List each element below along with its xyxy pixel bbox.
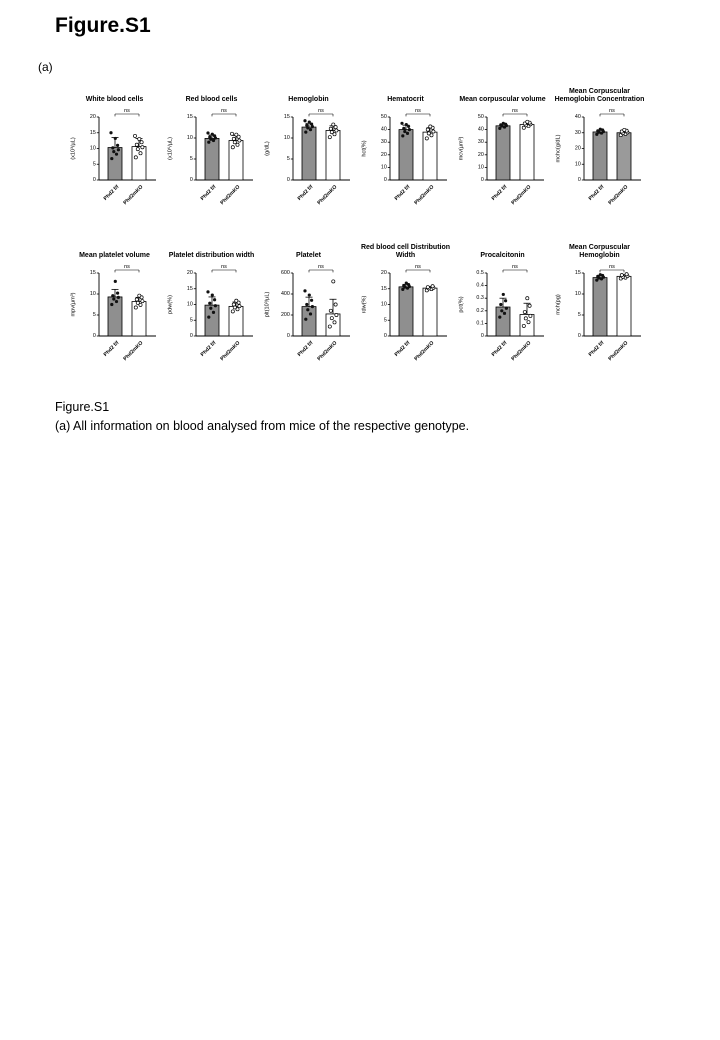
- chart-plot-hemoglobin: [260, 104, 357, 218]
- y-axis-label: plt(10³/µL): [264, 291, 271, 318]
- data-point: [427, 132, 430, 135]
- chart-plot-white-blood-cells: [66, 104, 163, 218]
- x-tick-label: Phd2mKO: [413, 340, 436, 363]
- data-point: [136, 148, 139, 151]
- data-point: [109, 131, 112, 134]
- figure-caption: [55, 398, 469, 436]
- chart-title: Mean platelet volume: [79, 251, 150, 259]
- y-tick-label: 0.4: [476, 282, 484, 289]
- y-tick-label: 0: [480, 333, 484, 339]
- y-tick-label: 40: [574, 114, 581, 120]
- x-tick-label: Phd2mKO: [219, 184, 242, 207]
- y-tick-label: 0: [92, 177, 96, 183]
- sig-label: ns: [124, 108, 130, 114]
- chart-plot-hematocrit: [357, 104, 454, 218]
- y-tick-label: 10: [477, 164, 484, 171]
- data-point: [499, 303, 502, 306]
- y-tick-label: 30: [380, 139, 387, 146]
- data-point: [333, 321, 336, 324]
- sig-label: ns: [318, 264, 324, 270]
- y-axis-label: pct(%): [458, 296, 465, 313]
- data-point: [332, 280, 335, 283]
- y-axis-label: pdw(%): [167, 295, 174, 314]
- chart-plot-red-blood-cell-distribution-width: [357, 260, 454, 374]
- data-point: [432, 130, 435, 133]
- y-axis-label: mpv(µm³): [70, 292, 77, 317]
- data-point: [303, 289, 306, 292]
- data-point: [330, 131, 333, 134]
- x-tick-label: Phd2mKO: [219, 340, 242, 363]
- bar-group1: [302, 307, 316, 336]
- y-tick-label: 10: [380, 301, 387, 308]
- sig-label: ns: [221, 108, 227, 114]
- y-tick-label: 10: [380, 164, 387, 171]
- x-tick-label: Phd2 f/f: [199, 184, 218, 202]
- data-point: [310, 299, 313, 302]
- bar-group1: [399, 287, 413, 336]
- data-point: [328, 325, 331, 328]
- charts-row-1: [66, 80, 652, 218]
- y-tick-label: 15: [186, 285, 193, 292]
- data-point: [504, 299, 507, 302]
- y-tick-label: 200: [280, 312, 290, 318]
- x-tick-label: Phd2 f/f: [587, 184, 606, 202]
- chart-hematocrit: [357, 80, 454, 218]
- chart-title: Red blood cell Distribution Width: [360, 243, 451, 259]
- data-point: [330, 317, 333, 320]
- data-point: [135, 143, 138, 146]
- y-tick-label: 0: [189, 177, 193, 183]
- y-tick-label: 20: [380, 151, 387, 158]
- data-point: [212, 311, 215, 314]
- chart-white-blood-cells: [66, 80, 163, 218]
- chart-plot-mean-corpuscular-hemoglobin: [551, 260, 648, 374]
- y-axis-label: (x10³/µL): [70, 137, 77, 160]
- data-point: [111, 294, 114, 297]
- data-point: [529, 314, 532, 317]
- data-point: [303, 119, 306, 122]
- data-point: [110, 303, 113, 306]
- data-point: [309, 312, 312, 315]
- data-point: [138, 294, 141, 297]
- chart-platelet: [260, 236, 357, 374]
- y-tick-label: 5: [286, 156, 290, 162]
- chart-title: Platelet distribution width: [168, 251, 255, 259]
- caption-line-1: Figure.S1: [55, 400, 110, 414]
- data-point: [426, 128, 429, 131]
- bar-group1: [302, 127, 316, 180]
- chart-plot-mean-corpuscular-hemoglobin-concentration: [551, 104, 648, 218]
- y-tick-label: 0.1: [476, 320, 484, 327]
- data-point: [116, 292, 119, 295]
- data-point: [328, 136, 331, 139]
- y-tick-label: 30: [574, 129, 581, 136]
- x-tick-label: Phd2mKO: [122, 340, 145, 363]
- data-point: [141, 300, 144, 303]
- data-point: [620, 274, 623, 277]
- chart-title: Hemoglobin: [288, 95, 329, 103]
- bar-group1: [108, 297, 122, 336]
- data-point: [110, 157, 113, 160]
- data-point: [334, 303, 337, 306]
- data-point: [308, 120, 311, 123]
- chart-title: Mean Corpuscular Hemoglobin Concentration: [554, 87, 645, 103]
- data-point: [522, 324, 525, 327]
- data-point: [139, 152, 142, 155]
- x-tick-label: Phd2 f/f: [587, 340, 606, 358]
- sig-label: ns: [609, 264, 615, 270]
- y-tick-label: 0.2: [476, 307, 484, 314]
- x-tick-label: Phd2 f/f: [102, 340, 121, 358]
- data-point: [238, 304, 241, 307]
- x-tick-label: Phd2mKO: [510, 340, 533, 363]
- y-axis-label: rdw(%): [361, 295, 368, 314]
- y-tick-label: 10: [186, 135, 193, 141]
- y-axis-label: mch(pg): [555, 294, 562, 315]
- data-point: [498, 316, 501, 319]
- chart-title: Procalcitonin: [480, 251, 525, 259]
- y-tick-label: 20: [380, 270, 387, 276]
- data-point: [528, 304, 531, 307]
- data-point: [505, 307, 508, 310]
- bar-group2: [423, 288, 437, 336]
- data-point: [208, 302, 211, 305]
- data-point: [405, 123, 408, 126]
- y-tick-label: 0: [189, 333, 193, 339]
- data-point: [523, 310, 526, 313]
- y-tick-label: 0: [286, 177, 290, 183]
- data-point: [236, 143, 239, 146]
- y-tick-label: 15: [186, 114, 193, 120]
- y-axis-label: mcv(µm³): [458, 136, 465, 161]
- y-tick-label: 5: [383, 317, 387, 324]
- chart-title: Mean Corpuscular Hemoglobin: [568, 243, 631, 259]
- sig-label: ns: [415, 108, 421, 114]
- data-point: [115, 153, 118, 156]
- chart-plot-procalcitonin: [454, 260, 551, 374]
- sig-label: ns: [221, 264, 227, 270]
- data-point: [408, 128, 411, 131]
- data-point: [329, 127, 332, 130]
- y-tick-label: 0: [480, 177, 484, 183]
- data-point: [135, 298, 138, 301]
- y-tick-label: 5: [189, 156, 193, 162]
- y-tick-label: 600: [280, 270, 290, 276]
- chart-red-blood-cells: [163, 80, 260, 218]
- chart-procalcitonin: [454, 236, 551, 374]
- y-tick-label: 0: [577, 177, 581, 183]
- chart-mean-corpuscular-volume: [454, 80, 551, 218]
- data-point: [141, 146, 144, 149]
- data-point: [526, 120, 529, 123]
- y-tick-label: 20: [574, 145, 581, 152]
- data-point: [429, 125, 432, 128]
- sig-label: ns: [318, 108, 324, 114]
- data-point: [625, 273, 628, 276]
- data-point: [502, 122, 505, 125]
- data-point: [214, 304, 217, 307]
- data-point: [623, 128, 626, 131]
- sig-label: ns: [415, 264, 421, 270]
- chart-hemoglobin: [260, 80, 357, 218]
- y-tick-label: 5: [92, 312, 96, 318]
- data-point: [402, 284, 405, 287]
- y-tick-label: 5: [577, 312, 581, 318]
- y-tick-label: 5: [189, 317, 193, 324]
- data-point: [231, 146, 234, 149]
- bar-group1: [399, 130, 413, 180]
- data-point: [211, 293, 214, 296]
- x-tick-label: Phd2mKO: [122, 184, 145, 207]
- data-point: [134, 156, 137, 159]
- data-point: [308, 293, 311, 296]
- x-tick-label: Phd2 f/f: [296, 184, 315, 202]
- data-point: [305, 124, 308, 127]
- data-point: [502, 293, 505, 296]
- y-tick-label: 20: [186, 270, 193, 276]
- bar-group1: [593, 132, 607, 180]
- figure-title: Figure.S1: [55, 14, 151, 37]
- bar-group1: [205, 138, 219, 180]
- y-axis-label: (x10⁶/µL): [167, 137, 174, 160]
- charts-row-2: [66, 236, 652, 374]
- chart-mean-platelet-volume: [66, 236, 163, 374]
- data-point: [112, 297, 115, 300]
- data-point: [503, 312, 506, 315]
- data-point: [235, 133, 238, 136]
- y-tick-label: 0: [383, 333, 387, 339]
- y-tick-label: 15: [89, 270, 96, 276]
- chart-title: Red blood cells: [185, 95, 238, 103]
- charts-grid: [66, 80, 652, 374]
- data-point: [400, 122, 403, 125]
- y-tick-label: 15: [380, 285, 387, 292]
- data-point: [133, 134, 136, 137]
- sig-label: ns: [124, 264, 130, 270]
- data-point: [206, 290, 209, 293]
- x-tick-label: Phd2mKO: [607, 184, 630, 207]
- chart-title: Mean corpuscular volume: [459, 95, 546, 103]
- caption-line-2: (a) All information on blood analysed from mice of the respective genotype.: [55, 418, 470, 433]
- data-point: [402, 127, 405, 130]
- y-tick-label: 50: [477, 114, 484, 120]
- data-point: [213, 298, 216, 301]
- y-tick-label: 15: [283, 114, 290, 120]
- bar-group1: [593, 278, 607, 336]
- data-point: [401, 134, 404, 137]
- bar-group2: [520, 125, 534, 180]
- data-point: [403, 130, 406, 133]
- data-point: [425, 137, 428, 140]
- data-point: [117, 148, 120, 151]
- data-point: [500, 309, 503, 312]
- y-tick-label: 10: [89, 145, 96, 152]
- x-tick-label: Phd2 f/f: [393, 340, 412, 358]
- data-point: [231, 310, 234, 313]
- data-point: [406, 132, 409, 135]
- y-tick-label: 10: [89, 291, 96, 297]
- data-point: [207, 141, 210, 144]
- bar-group1: [496, 126, 510, 180]
- x-tick-label: Phd2 f/f: [102, 184, 121, 202]
- x-tick-label: Phd2 f/f: [393, 184, 412, 202]
- data-point: [335, 129, 338, 132]
- chart-mean-corpuscular-hemoglobin: [551, 236, 648, 374]
- data-point: [138, 137, 141, 140]
- data-point: [209, 307, 212, 310]
- data-point: [117, 296, 120, 299]
- sig-label: ns: [512, 108, 518, 114]
- data-point: [206, 131, 209, 134]
- chart-title: White blood cells: [85, 95, 144, 103]
- data-point: [140, 141, 143, 144]
- x-tick-label: Phd2mKO: [316, 340, 339, 363]
- data-point: [232, 303, 235, 306]
- y-tick-label: 50: [380, 114, 387, 120]
- data-point: [304, 131, 307, 134]
- data-point: [527, 321, 530, 324]
- data-point: [309, 128, 312, 131]
- data-point: [232, 137, 235, 140]
- y-tick-label: 0.3: [476, 295, 484, 302]
- x-tick-label: Phd2 f/f: [199, 340, 218, 358]
- data-point: [134, 306, 137, 309]
- y-tick-label: 10: [283, 135, 290, 141]
- data-point: [114, 137, 117, 140]
- y-tick-label: 40: [477, 126, 484, 133]
- data-point: [335, 313, 338, 316]
- data-point: [230, 132, 233, 135]
- data-point: [211, 133, 214, 136]
- data-point: [332, 123, 335, 126]
- x-tick-label: Phd2 f/f: [296, 340, 315, 358]
- chart-plot-platelet: [260, 260, 357, 374]
- data-point: [599, 273, 602, 276]
- x-tick-label: Phd2mKO: [413, 184, 436, 207]
- y-axis-label: hct(%): [361, 140, 368, 157]
- y-tick-label: 20: [477, 151, 484, 158]
- y-tick-label: 0: [383, 177, 387, 183]
- data-point: [116, 144, 119, 147]
- y-axis-label: (g/dL): [264, 141, 271, 156]
- bar-group1: [205, 305, 219, 336]
- data-point: [526, 297, 529, 300]
- y-tick-label: 0: [286, 333, 290, 339]
- sig-label: ns: [609, 108, 615, 114]
- chart-plot-mean-platelet-volume: [66, 260, 163, 374]
- data-point: [304, 318, 307, 321]
- y-tick-label: 30: [477, 139, 484, 146]
- data-point: [114, 280, 117, 283]
- x-tick-label: Phd2 f/f: [490, 184, 509, 202]
- data-point: [405, 281, 408, 284]
- chart-title: Platelet: [296, 251, 321, 259]
- chart-plot-platelet-distribution-width: [163, 260, 260, 374]
- data-point: [136, 301, 139, 304]
- chart-title: Hematocrit: [387, 95, 424, 103]
- sig-label: ns: [512, 264, 518, 270]
- bar-group2: [617, 276, 631, 336]
- y-tick-label: 20: [89, 114, 96, 120]
- data-point: [329, 309, 332, 312]
- data-point: [208, 136, 211, 139]
- y-tick-label: 5: [92, 161, 96, 168]
- data-point: [599, 128, 602, 131]
- data-point: [524, 317, 527, 320]
- data-point: [431, 285, 434, 288]
- data-point: [238, 139, 241, 142]
- data-point: [207, 316, 210, 319]
- x-tick-label: Phd2mKO: [510, 184, 533, 207]
- panel-a-label: (a): [38, 60, 53, 74]
- y-tick-label: 10: [574, 161, 581, 168]
- x-tick-label: Phd2mKO: [316, 184, 339, 207]
- data-point: [426, 286, 429, 289]
- x-tick-label: Phd2 f/f: [490, 340, 509, 358]
- data-point: [115, 300, 118, 303]
- chart-plot-red-blood-cells: [163, 104, 260, 218]
- data-point: [305, 303, 308, 306]
- bar-group2: [617, 133, 631, 180]
- y-tick-label: 10: [186, 301, 193, 308]
- y-axis-label: mchc(g/dL): [555, 134, 562, 163]
- y-tick-label: 15: [574, 270, 581, 276]
- x-tick-label: Phd2mKO: [607, 340, 630, 363]
- y-tick-label: 0.5: [476, 270, 484, 276]
- y-tick-label: 0: [92, 333, 96, 339]
- chart-red-blood-cell-distribution-width: [357, 236, 454, 374]
- y-tick-label: 400: [280, 291, 290, 297]
- data-point: [311, 305, 314, 308]
- data-point: [111, 146, 114, 149]
- y-tick-label: 0: [577, 333, 581, 339]
- y-tick-label: 15: [89, 129, 96, 136]
- bar-group2: [132, 147, 146, 180]
- y-tick-label: 10: [574, 291, 581, 297]
- chart-mean-corpuscular-hemoglobin-concentration: [551, 80, 648, 218]
- data-point: [112, 150, 115, 153]
- y-tick-label: 40: [380, 126, 387, 133]
- chart-plot-mean-corpuscular-volume: [454, 104, 551, 218]
- data-point: [233, 141, 236, 144]
- data-point: [306, 308, 309, 311]
- chart-platelet-distribution-width: [163, 236, 260, 374]
- data-point: [235, 299, 238, 302]
